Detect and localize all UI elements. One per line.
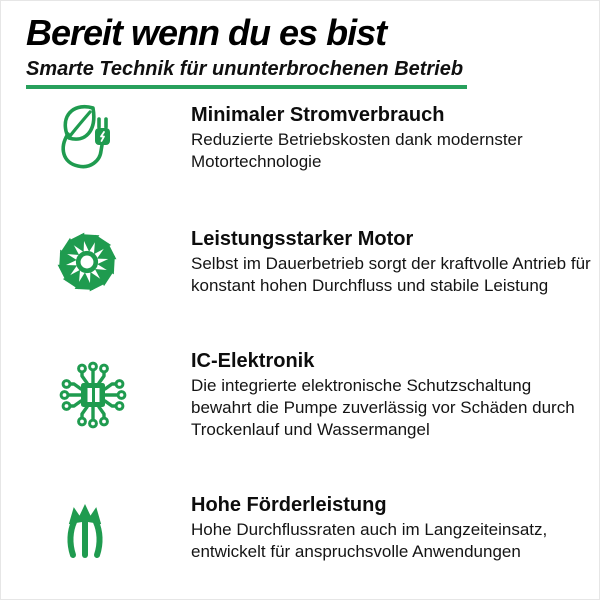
icon-cell — [26, 497, 191, 559]
feature-row-foerderleistung — [26, 493, 599, 563]
feature-description: Selbst im Dauerbetrieb sorgt der kraftvolle Antrieb für konstant hohen Durchfluss und stabile Leistung — [191, 254, 591, 296]
icon-cell — [26, 101, 191, 175]
feature-title: IC-Elektronik — [191, 350, 315, 373]
feature-text — [191, 493, 593, 563]
feature-description: Hohe Durchflussraten auch im Langzeiteinsatz, entwickelt für anspruchsvolle Anwendungen — [191, 520, 548, 562]
feature-description: Reduzierte Betriebskosten dank modernster Motortechnologie — [191, 130, 523, 172]
feature-title: Leistungsstarker Motor — [191, 228, 414, 251]
icon-cell — [26, 356, 191, 434]
circuit-chip-icon — [54, 356, 132, 434]
page-subtitle: Smarte Technik für ununterbrochenen Betrieb — [26, 57, 467, 89]
feature-list — [26, 101, 599, 563]
feature-text — [191, 227, 593, 297]
eco-leaf-plug-icon — [54, 101, 128, 175]
page-title: Bereit wenn du es bist — [26, 12, 387, 53]
icon-cell — [26, 229, 191, 295]
feature-title: Hohe Förderleistung — [191, 494, 387, 517]
feature-row-elektronik — [26, 349, 599, 441]
feature-text — [191, 349, 593, 441]
feature-row-stromverbrauch — [26, 101, 599, 175]
feature-text — [191, 103, 593, 173]
feature-title: Minimaler Stromverbrauch — [191, 104, 445, 127]
feature-description: Die integrierte elektronische Schutzschaltung bewahrt die Pumpe zuverlässig vor Schäden durch Trockenlauf und Wassermangel — [191, 376, 575, 440]
arrows-up-icon — [54, 497, 116, 559]
feature-row-motor — [26, 227, 599, 297]
impeller-icon — [54, 229, 120, 295]
